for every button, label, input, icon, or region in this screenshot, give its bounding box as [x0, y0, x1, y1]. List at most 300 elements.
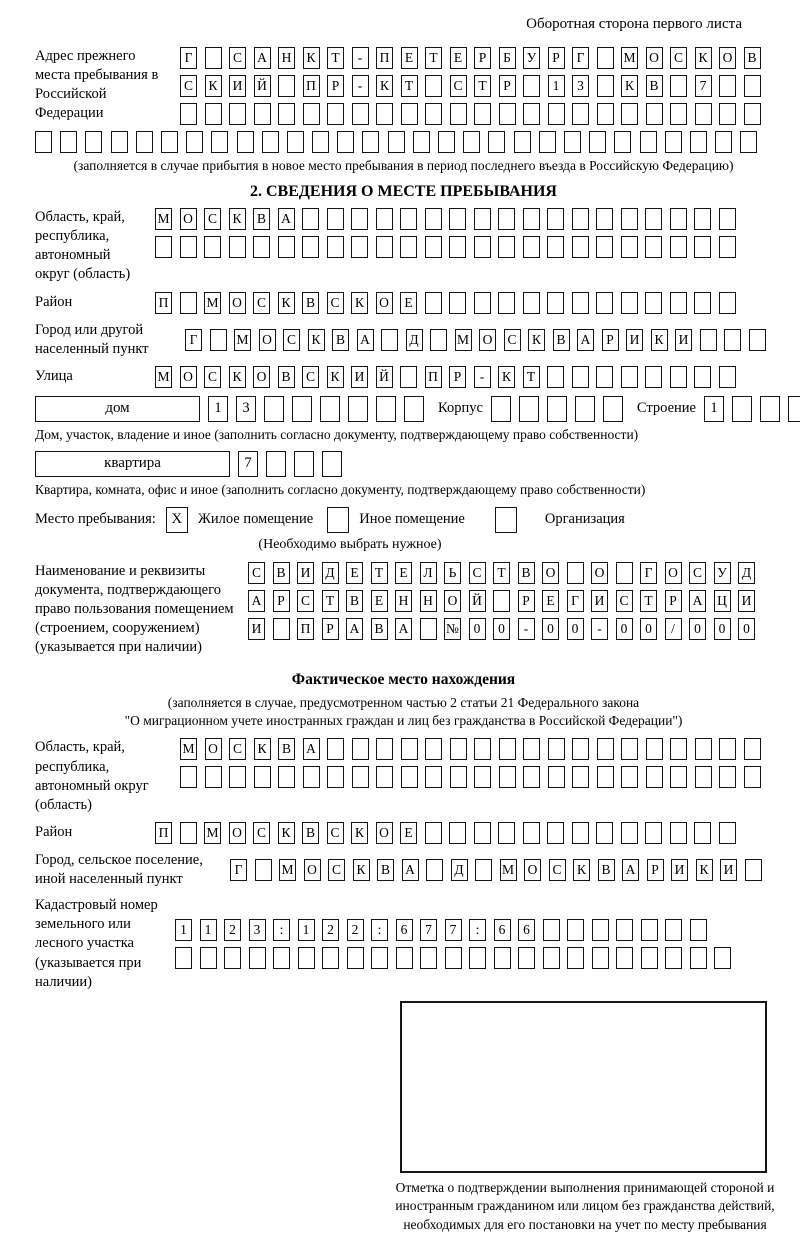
- char-cell[interactable]: [547, 822, 564, 844]
- char-cell[interactable]: 1: [200, 919, 217, 941]
- char-cell[interactable]: [694, 822, 711, 844]
- char-cell[interactable]: К: [278, 292, 295, 314]
- char-cell[interactable]: 3: [236, 396, 256, 422]
- char-cell[interactable]: [572, 236, 589, 258]
- char-cell[interactable]: [719, 292, 736, 314]
- char-cell[interactable]: О: [304, 859, 321, 881]
- char-cell[interactable]: [543, 919, 560, 941]
- char-cell[interactable]: К: [205, 75, 222, 97]
- char-cell[interactable]: [596, 236, 613, 258]
- char-cell[interactable]: О: [524, 859, 541, 881]
- char-cell[interactable]: Е: [400, 292, 417, 314]
- char-cell[interactable]: [376, 738, 393, 760]
- char-cell[interactable]: [621, 236, 638, 258]
- char-cell[interactable]: 0: [738, 618, 755, 640]
- char-cell[interactable]: [273, 618, 290, 640]
- char-cell[interactable]: [229, 236, 246, 258]
- char-cell[interactable]: Л: [420, 562, 437, 584]
- char-cell[interactable]: К: [498, 366, 515, 388]
- char-cell[interactable]: [732, 396, 752, 422]
- char-cell[interactable]: 0: [469, 618, 486, 640]
- char-cell[interactable]: [519, 396, 539, 422]
- char-cell[interactable]: [322, 947, 339, 969]
- char-cell[interactable]: [597, 766, 614, 788]
- char-cell[interactable]: П: [297, 618, 314, 640]
- char-cell[interactable]: В: [371, 618, 388, 640]
- char-cell[interactable]: [491, 396, 511, 422]
- char-cell[interactable]: [670, 208, 687, 230]
- char-cell[interactable]: Г: [572, 47, 589, 69]
- char-cell[interactable]: С: [616, 590, 633, 612]
- char-cell[interactable]: [376, 766, 393, 788]
- char-cell[interactable]: С: [670, 47, 687, 69]
- char-cell[interactable]: 2: [347, 919, 364, 941]
- char-cell[interactable]: И: [738, 590, 755, 612]
- char-cell[interactable]: [645, 366, 662, 388]
- char-cell[interactable]: 6: [518, 919, 535, 941]
- char-cell[interactable]: Р: [474, 47, 491, 69]
- char-cell[interactable]: О: [229, 822, 246, 844]
- char-cell[interactable]: [264, 396, 284, 422]
- char-cell[interactable]: [229, 103, 246, 125]
- char-cell[interactable]: 7: [238, 451, 258, 477]
- char-cell[interactable]: [665, 947, 682, 969]
- char-cell[interactable]: 2: [322, 919, 339, 941]
- char-cell[interactable]: Т: [474, 75, 491, 97]
- char-cell[interactable]: Р: [322, 618, 339, 640]
- char-cell[interactable]: [665, 131, 682, 153]
- char-cell[interactable]: О: [665, 562, 682, 584]
- char-cell[interactable]: [749, 329, 766, 351]
- char-cell[interactable]: М: [155, 208, 172, 230]
- char-cell[interactable]: [694, 236, 711, 258]
- char-cell[interactable]: [670, 236, 687, 258]
- char-cell[interactable]: [278, 236, 295, 258]
- char-cell[interactable]: А: [346, 618, 363, 640]
- char-cell[interactable]: [186, 131, 203, 153]
- char-cell[interactable]: К: [351, 292, 368, 314]
- char-cell[interactable]: В: [518, 562, 535, 584]
- char-cell[interactable]: В: [253, 208, 270, 230]
- char-cell[interactable]: С: [229, 47, 246, 69]
- char-cell[interactable]: :: [273, 919, 290, 941]
- char-cell[interactable]: [719, 103, 736, 125]
- char-cell[interactable]: Г: [180, 47, 197, 69]
- char-cell[interactable]: [572, 822, 589, 844]
- char-cell[interactable]: М: [234, 329, 251, 351]
- char-cell[interactable]: 3: [572, 75, 589, 97]
- char-cell[interactable]: [523, 292, 540, 314]
- char-cell[interactable]: [35, 131, 52, 153]
- char-cell[interactable]: [352, 103, 369, 125]
- char-cell[interactable]: [322, 451, 342, 477]
- char-cell[interactable]: [376, 208, 393, 230]
- char-cell[interactable]: О: [479, 329, 496, 351]
- char-cell[interactable]: Т: [523, 366, 540, 388]
- char-cell[interactable]: [567, 919, 584, 941]
- char-cell[interactable]: Р: [327, 75, 344, 97]
- char-cell[interactable]: [278, 766, 295, 788]
- char-cell[interactable]: М: [204, 292, 221, 314]
- char-cell[interactable]: [719, 208, 736, 230]
- char-cell[interactable]: [690, 131, 707, 153]
- char-cell[interactable]: [474, 738, 491, 760]
- char-cell[interactable]: [616, 919, 633, 941]
- char-cell[interactable]: [645, 236, 662, 258]
- char-cell[interactable]: А: [577, 329, 594, 351]
- char-cell[interactable]: М: [621, 47, 638, 69]
- organizaciya-checkbox[interactable]: [495, 507, 517, 533]
- char-cell[interactable]: [278, 103, 295, 125]
- char-cell[interactable]: О: [719, 47, 736, 69]
- char-cell[interactable]: К: [353, 859, 370, 881]
- char-cell[interactable]: [539, 131, 556, 153]
- char-cell[interactable]: [388, 131, 405, 153]
- char-cell[interactable]: Т: [322, 590, 339, 612]
- char-cell[interactable]: И: [720, 859, 737, 881]
- char-cell[interactable]: [572, 292, 589, 314]
- char-cell[interactable]: [523, 75, 540, 97]
- char-cell[interactable]: [670, 292, 687, 314]
- char-cell[interactable]: М: [500, 859, 517, 881]
- char-cell[interactable]: А: [689, 590, 706, 612]
- char-cell[interactable]: [690, 947, 707, 969]
- char-cell[interactable]: [111, 131, 128, 153]
- char-cell[interactable]: [740, 131, 757, 153]
- char-cell[interactable]: О: [646, 47, 663, 69]
- char-cell[interactable]: [621, 208, 638, 230]
- char-cell[interactable]: [401, 738, 418, 760]
- char-cell[interactable]: С: [450, 75, 467, 97]
- char-cell[interactable]: [180, 236, 197, 258]
- char-cell[interactable]: П: [376, 47, 393, 69]
- char-cell[interactable]: [572, 366, 589, 388]
- char-cell[interactable]: [564, 131, 581, 153]
- char-cell[interactable]: [254, 766, 271, 788]
- char-cell[interactable]: [294, 451, 314, 477]
- char-cell[interactable]: И: [671, 859, 688, 881]
- char-cell[interactable]: [548, 766, 565, 788]
- char-cell[interactable]: [548, 738, 565, 760]
- char-cell[interactable]: С: [229, 738, 246, 760]
- char-cell[interactable]: [425, 103, 442, 125]
- char-cell[interactable]: 6: [494, 919, 511, 941]
- char-cell[interactable]: В: [302, 822, 319, 844]
- char-cell[interactable]: С: [469, 562, 486, 584]
- char-cell[interactable]: [474, 236, 491, 258]
- char-cell[interactable]: [351, 236, 368, 258]
- char-cell[interactable]: И: [229, 75, 246, 97]
- char-cell[interactable]: [413, 131, 430, 153]
- char-cell[interactable]: [547, 208, 564, 230]
- char-cell[interactable]: [426, 859, 443, 881]
- char-cell[interactable]: [298, 947, 315, 969]
- char-cell[interactable]: 1: [298, 919, 315, 941]
- char-cell[interactable]: [253, 236, 270, 258]
- char-cell[interactable]: -: [352, 75, 369, 97]
- char-cell[interactable]: П: [303, 75, 320, 97]
- char-cell[interactable]: [572, 103, 589, 125]
- char-cell[interactable]: Ь: [444, 562, 461, 584]
- char-cell[interactable]: [450, 738, 467, 760]
- char-cell[interactable]: Е: [371, 590, 388, 612]
- char-cell[interactable]: С: [549, 859, 566, 881]
- char-cell[interactable]: [155, 236, 172, 258]
- char-cell[interactable]: К: [254, 738, 271, 760]
- char-cell[interactable]: [474, 292, 491, 314]
- char-cell[interactable]: [303, 766, 320, 788]
- char-cell[interactable]: [616, 947, 633, 969]
- char-cell[interactable]: Д: [738, 562, 755, 584]
- char-cell[interactable]: [474, 208, 491, 230]
- char-cell[interactable]: [401, 766, 418, 788]
- char-cell[interactable]: [376, 103, 393, 125]
- char-cell[interactable]: О: [205, 738, 222, 760]
- char-cell[interactable]: Б: [499, 47, 516, 69]
- char-cell[interactable]: [596, 292, 613, 314]
- char-cell[interactable]: [180, 822, 197, 844]
- char-cell[interactable]: 0: [493, 618, 510, 640]
- char-cell[interactable]: [760, 396, 780, 422]
- char-cell[interactable]: [719, 75, 736, 97]
- char-cell[interactable]: [567, 562, 584, 584]
- char-cell[interactable]: :: [371, 919, 388, 941]
- char-cell[interactable]: [665, 919, 682, 941]
- char-cell[interactable]: [327, 738, 344, 760]
- char-cell[interactable]: [229, 766, 246, 788]
- char-cell[interactable]: [327, 208, 344, 230]
- char-cell[interactable]: 0: [640, 618, 657, 640]
- char-cell[interactable]: М: [204, 822, 221, 844]
- char-cell[interactable]: 6: [396, 919, 413, 941]
- char-cell[interactable]: [400, 366, 417, 388]
- char-cell[interactable]: [670, 366, 687, 388]
- char-cell[interactable]: [670, 766, 687, 788]
- char-cell[interactable]: А: [395, 618, 412, 640]
- char-cell[interactable]: [249, 947, 266, 969]
- char-cell[interactable]: [205, 47, 222, 69]
- char-cell[interactable]: Г: [185, 329, 202, 351]
- char-cell[interactable]: [327, 766, 344, 788]
- char-cell[interactable]: [200, 947, 217, 969]
- char-cell[interactable]: С: [248, 562, 265, 584]
- char-cell[interactable]: Т: [425, 47, 442, 69]
- char-cell[interactable]: [523, 766, 540, 788]
- char-cell[interactable]: [645, 822, 662, 844]
- char-cell[interactable]: [543, 947, 560, 969]
- char-cell[interactable]: С: [253, 292, 270, 314]
- char-cell[interactable]: С: [327, 822, 344, 844]
- char-cell[interactable]: [420, 947, 437, 969]
- char-cell[interactable]: В: [346, 590, 363, 612]
- char-cell[interactable]: К: [528, 329, 545, 351]
- char-cell[interactable]: Ц: [714, 590, 731, 612]
- char-cell[interactable]: А: [622, 859, 639, 881]
- char-cell[interactable]: [352, 738, 369, 760]
- char-cell[interactable]: -: [591, 618, 608, 640]
- char-cell[interactable]: Г: [567, 590, 584, 612]
- char-cell[interactable]: [616, 562, 633, 584]
- char-cell[interactable]: [352, 766, 369, 788]
- char-cell[interactable]: [621, 766, 638, 788]
- char-cell[interactable]: [474, 103, 491, 125]
- char-cell[interactable]: 0: [616, 618, 633, 640]
- char-cell[interactable]: [572, 208, 589, 230]
- char-cell[interactable]: [572, 766, 589, 788]
- char-cell[interactable]: [400, 208, 417, 230]
- char-cell[interactable]: [287, 131, 304, 153]
- char-cell[interactable]: [210, 329, 227, 351]
- char-cell[interactable]: Т: [401, 75, 418, 97]
- char-cell[interactable]: [514, 131, 531, 153]
- inoe-checkbox[interactable]: [327, 507, 349, 533]
- char-cell[interactable]: [547, 396, 567, 422]
- char-cell[interactable]: [327, 236, 344, 258]
- char-cell[interactable]: 2: [224, 919, 241, 941]
- char-cell[interactable]: К: [376, 75, 393, 97]
- char-cell[interactable]: [614, 131, 631, 153]
- char-cell[interactable]: Н: [395, 590, 412, 612]
- char-cell[interactable]: С: [297, 590, 314, 612]
- char-cell[interactable]: :: [469, 919, 486, 941]
- char-cell[interactable]: П: [155, 822, 172, 844]
- char-cell[interactable]: [136, 131, 153, 153]
- char-cell[interactable]: [302, 208, 319, 230]
- char-cell[interactable]: [523, 738, 540, 760]
- char-cell[interactable]: [396, 947, 413, 969]
- char-cell[interactable]: [175, 947, 192, 969]
- char-cell[interactable]: Р: [665, 590, 682, 612]
- char-cell[interactable]: 1: [208, 396, 228, 422]
- char-cell[interactable]: [567, 947, 584, 969]
- char-cell[interactable]: [646, 103, 663, 125]
- char-cell[interactable]: 0: [689, 618, 706, 640]
- char-cell[interactable]: [401, 103, 418, 125]
- char-cell[interactable]: В: [553, 329, 570, 351]
- char-cell[interactable]: О: [180, 208, 197, 230]
- char-cell[interactable]: С: [180, 75, 197, 97]
- char-cell[interactable]: К: [308, 329, 325, 351]
- char-cell[interactable]: [180, 766, 197, 788]
- char-cell[interactable]: Д: [322, 562, 339, 584]
- char-cell[interactable]: -: [518, 618, 535, 640]
- char-cell[interactable]: [312, 131, 329, 153]
- char-cell[interactable]: [575, 396, 595, 422]
- char-cell[interactable]: О: [376, 822, 393, 844]
- char-cell[interactable]: [694, 208, 711, 230]
- char-cell[interactable]: Р: [499, 75, 516, 97]
- char-cell[interactable]: Т: [640, 590, 657, 612]
- char-cell[interactable]: К: [327, 366, 344, 388]
- char-cell[interactable]: [724, 329, 741, 351]
- char-cell[interactable]: [255, 859, 272, 881]
- char-cell[interactable]: [278, 75, 295, 97]
- char-cell[interactable]: [719, 766, 736, 788]
- char-cell[interactable]: [700, 329, 717, 351]
- char-cell[interactable]: [494, 947, 511, 969]
- char-cell[interactable]: К: [229, 366, 246, 388]
- char-cell[interactable]: В: [273, 562, 290, 584]
- char-cell[interactable]: С: [283, 329, 300, 351]
- char-cell[interactable]: Р: [518, 590, 535, 612]
- char-cell[interactable]: [161, 131, 178, 153]
- char-cell[interactable]: [690, 919, 707, 941]
- char-cell[interactable]: [498, 822, 515, 844]
- char-cell[interactable]: [362, 131, 379, 153]
- char-cell[interactable]: [420, 618, 437, 640]
- char-cell[interactable]: Е: [395, 562, 412, 584]
- char-cell[interactable]: В: [646, 75, 663, 97]
- char-cell[interactable]: [493, 590, 510, 612]
- char-cell[interactable]: [266, 451, 286, 477]
- char-cell[interactable]: [621, 366, 638, 388]
- char-cell[interactable]: [548, 103, 565, 125]
- char-cell[interactable]: [621, 822, 638, 844]
- char-cell[interactable]: Р: [273, 590, 290, 612]
- char-cell[interactable]: [449, 292, 466, 314]
- char-cell[interactable]: К: [278, 822, 295, 844]
- char-cell[interactable]: [714, 947, 731, 969]
- char-cell[interactable]: [715, 131, 732, 153]
- char-cell[interactable]: А: [254, 47, 271, 69]
- char-cell[interactable]: М: [155, 366, 172, 388]
- char-cell[interactable]: [425, 208, 442, 230]
- char-cell[interactable]: [262, 131, 279, 153]
- char-cell[interactable]: [547, 292, 564, 314]
- char-cell[interactable]: Т: [327, 47, 344, 69]
- char-cell[interactable]: К: [351, 822, 368, 844]
- char-cell[interactable]: [204, 236, 221, 258]
- char-cell[interactable]: О: [542, 562, 559, 584]
- zhiloe-checkbox[interactable]: X: [166, 507, 188, 533]
- char-cell[interactable]: О: [253, 366, 270, 388]
- char-cell[interactable]: К: [303, 47, 320, 69]
- char-cell[interactable]: [463, 131, 480, 153]
- char-cell[interactable]: [744, 103, 761, 125]
- char-cell[interactable]: [303, 103, 320, 125]
- char-cell[interactable]: [425, 236, 442, 258]
- char-cell[interactable]: [547, 366, 564, 388]
- char-cell[interactable]: В: [332, 329, 349, 351]
- char-cell[interactable]: О: [376, 292, 393, 314]
- char-cell[interactable]: №: [444, 618, 461, 640]
- char-cell[interactable]: [85, 131, 102, 153]
- char-cell[interactable]: Г: [230, 859, 247, 881]
- char-cell[interactable]: 0: [567, 618, 584, 640]
- char-cell[interactable]: [498, 236, 515, 258]
- char-cell[interactable]: [292, 396, 312, 422]
- char-cell[interactable]: Р: [602, 329, 619, 351]
- char-cell[interactable]: У: [714, 562, 731, 584]
- char-cell[interactable]: С: [689, 562, 706, 584]
- char-cell[interactable]: [425, 738, 442, 760]
- char-cell[interactable]: [449, 208, 466, 230]
- char-cell[interactable]: [694, 292, 711, 314]
- char-cell[interactable]: [347, 947, 364, 969]
- char-cell[interactable]: [400, 236, 417, 258]
- char-cell[interactable]: [518, 947, 535, 969]
- char-cell[interactable]: [474, 766, 491, 788]
- char-cell[interactable]: [596, 208, 613, 230]
- char-cell[interactable]: [641, 919, 658, 941]
- char-cell[interactable]: Д: [451, 859, 468, 881]
- char-cell[interactable]: С: [302, 366, 319, 388]
- char-cell[interactable]: [597, 47, 614, 69]
- char-cell[interactable]: Е: [450, 47, 467, 69]
- char-cell[interactable]: [621, 103, 638, 125]
- char-cell[interactable]: Й: [376, 366, 393, 388]
- char-cell[interactable]: 3: [249, 919, 266, 941]
